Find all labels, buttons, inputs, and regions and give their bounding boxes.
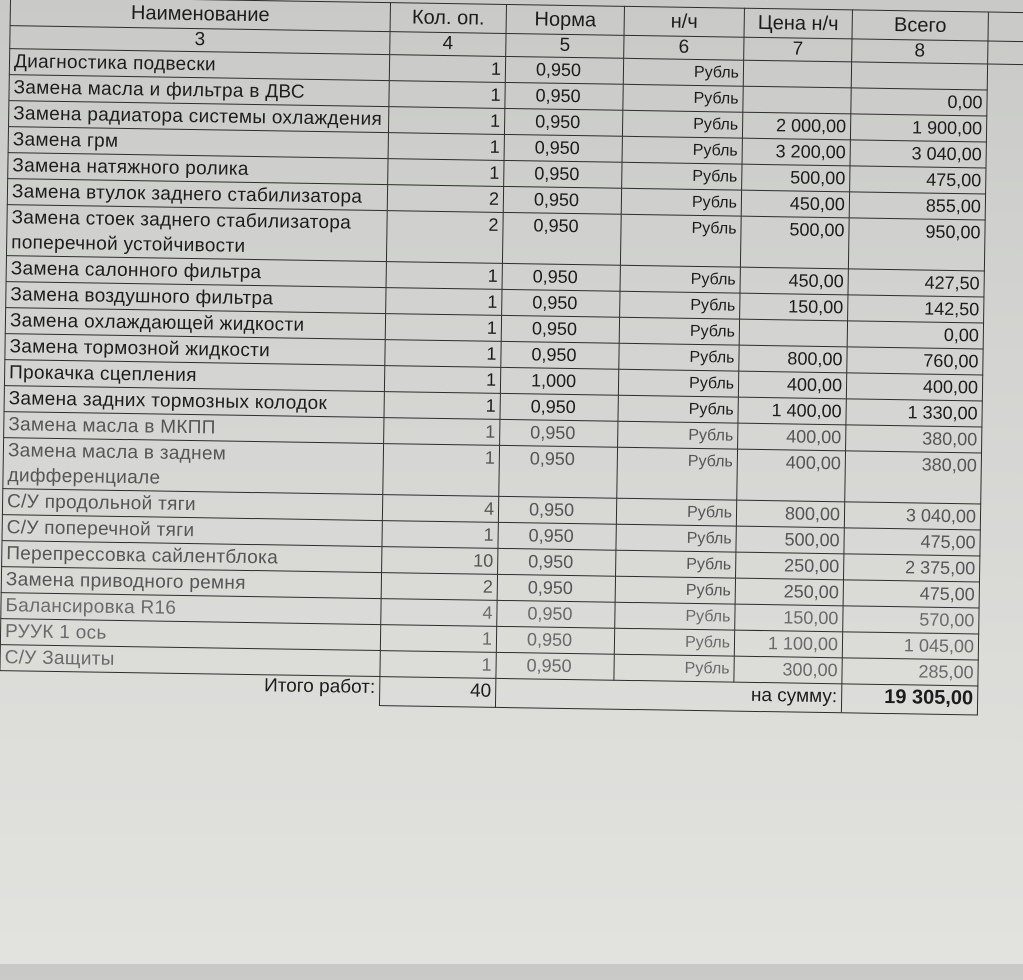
row-price: 400,00 [738, 371, 846, 399]
header-col-number: 6 [624, 35, 744, 60]
row-qty: 4 [382, 495, 498, 523]
row-qty: 1 [384, 418, 500, 446]
row-total: 855,00 [849, 192, 985, 220]
row-unit: Рубль [614, 654, 734, 682]
row-total: 380,00 [845, 451, 982, 504]
row-price: 250,00 [735, 578, 843, 606]
row-price: 400,00 [737, 449, 846, 502]
row-norm: 0,950 [502, 263, 620, 291]
row-qty: 1 [380, 625, 496, 653]
header-norm: Норма [506, 4, 624, 35]
row-norm: 0,950 [501, 341, 619, 369]
row-name: Диагностика подвески [9, 49, 389, 81]
row-norm: 0,950 [496, 652, 614, 680]
row-qty: 10 [382, 547, 498, 575]
row-total: 3 040,00 [844, 502, 980, 530]
row-unit: Рубль [620, 265, 740, 293]
row-qty: 1 [389, 81, 505, 109]
row-price: 800,00 [739, 345, 847, 373]
row-unit: Рубль [621, 188, 741, 216]
header-col-number: 7 [744, 37, 852, 62]
row-total: 2 375,00 [843, 554, 979, 582]
row-name: Балансировка R16 [1, 593, 381, 625]
row-qty: 2 [381, 573, 497, 601]
row-name: Замена грм [8, 127, 388, 159]
row-price: 500,00 [742, 164, 850, 192]
row-norm: 0,950 [504, 108, 622, 136]
row-name: Замена масла в заднем дифференциале [3, 438, 384, 495]
row-total: 400,00 [846, 373, 982, 401]
header-qty: Кол. оп. [390, 3, 506, 34]
row-unit: Рубль [620, 214, 741, 267]
row-unit: Рубль [619, 343, 739, 371]
header-extra [988, 12, 1023, 42]
row-total [851, 62, 987, 90]
row-price: 450,00 [741, 190, 849, 218]
total-qty: 40 [379, 677, 495, 708]
row-total: 380,00 [846, 425, 982, 453]
row-price [743, 60, 851, 88]
sum-label: на сумму: [495, 678, 841, 712]
row-price: 300,00 [734, 656, 842, 684]
row-unit: Рубль [622, 136, 742, 164]
row-qty: 1 [384, 392, 500, 420]
row-total: 950,00 [848, 218, 985, 271]
row-qty: 1 [380, 651, 496, 679]
row-unit: Рубль [615, 602, 735, 630]
row-name: Замена охлаждающей жидкости [5, 308, 385, 340]
row-qty: 1 [384, 366, 500, 394]
row-name: Замена радиатора системы охлаждения [9, 101, 389, 133]
row-qty: 1 [386, 288, 502, 316]
row-total: 285,00 [842, 658, 978, 686]
row-name: Замена масла в МКПП [4, 412, 384, 444]
row-qty: 2 [386, 211, 503, 264]
row-total: 0,00 [847, 321, 983, 349]
row-unit: Рубль [622, 110, 742, 138]
row-unit: Рубль [616, 524, 736, 552]
row-qty: 1 [388, 159, 504, 187]
row-price: 250,00 [736, 552, 844, 580]
header-col-number: 8 [852, 39, 988, 64]
row-norm: 0,950 [496, 626, 614, 654]
row-price: 450,00 [740, 267, 848, 295]
row-name: Замена приводного ремня [1, 567, 381, 599]
row-name: С/У поперечной тяги [2, 515, 382, 547]
row-qty: 1 [388, 107, 504, 135]
row-unit: Рубль [618, 421, 738, 449]
row-unit: Рубль [618, 369, 738, 397]
row-qty: 4 [381, 599, 497, 627]
sum-value: 19 305,00 [841, 684, 977, 715]
row-total: 1 330,00 [846, 399, 982, 427]
row-unit: Рубль [623, 58, 743, 86]
row-name: Замена масла и фильтра в ДВС [9, 75, 389, 107]
row-norm: 0,950 [503, 186, 621, 214]
row-norm: 0,950 [498, 522, 616, 550]
row-name: Замена стоек заднего стабилизатора поперечной устойчивости [6, 205, 387, 262]
row-norm: 0,950 [497, 600, 615, 628]
row-total: 475,00 [850, 166, 986, 194]
row-price: 800,00 [736, 500, 844, 528]
row-total: 760,00 [847, 347, 983, 375]
row-price [739, 319, 847, 347]
row-qty: 1 [383, 444, 500, 497]
row-qty: 1 [385, 314, 501, 342]
row-name: Замена втулок заднего стабилизатора [7, 179, 387, 211]
row-norm: 0,950 [500, 393, 618, 421]
row-name: РУУК 1 ось [0, 619, 380, 651]
header-name: Наименование [10, 0, 390, 32]
row-price: 1 100,00 [734, 630, 842, 658]
row-norm: 0,950 [499, 445, 618, 498]
row-total: 475,00 [844, 528, 980, 556]
row-price: 500,00 [740, 216, 849, 269]
table-body [0, 49, 1023, 687]
row-unit: Рубль [615, 576, 735, 604]
row-name: Замена тормозной жидкости [5, 334, 385, 366]
row-norm: 0,950 [501, 315, 619, 343]
row-price: 150,00 [735, 604, 843, 632]
row-norm: 1,000 [500, 367, 618, 395]
row-name: Прокачка сцепления [4, 360, 384, 392]
row-unit: Рубль [618, 395, 738, 423]
header-col-number: 5 [506, 33, 624, 58]
header-unit: н/ч [624, 6, 744, 37]
total-label: Итого работ: [263, 675, 376, 698]
row-total: 1 045,00 [842, 632, 978, 660]
row-norm: 0,950 [498, 548, 616, 576]
row-qty: 1 [388, 133, 504, 161]
row-unit: Рубль [622, 162, 742, 190]
row-qty: 1 [389, 55, 505, 83]
row-name: Замена воздушного фильтра [6, 282, 386, 314]
row-name: Замена натяжного ролика [8, 153, 388, 185]
row-name: Перепрессовка сайлентблока [2, 541, 382, 573]
row-total: 3 040,00 [850, 140, 986, 168]
row-norm: 0,950 [497, 574, 615, 602]
header-total: Всего [852, 10, 988, 41]
header-col-number: 4 [390, 32, 506, 57]
row-unit: Рубль [616, 550, 736, 578]
row-unit: Рубль [614, 628, 734, 656]
row-price: 400,00 [738, 423, 846, 451]
row-total: 0,00 [851, 88, 987, 116]
row-qty: 1 [385, 340, 501, 368]
row-qty: 1 [382, 521, 498, 549]
header-col-extra [988, 41, 1023, 65]
row-norm: 0,950 [505, 56, 623, 84]
row-name: С/У Защиты [0, 645, 380, 677]
row-unit: Рубль [619, 317, 739, 345]
row-unit: Рубль [620, 291, 740, 319]
row-name: Замена салонного фильтра [6, 256, 386, 288]
row-price: 150,00 [740, 293, 848, 321]
row-name: С/У продольной тяги [2, 489, 382, 521]
row-norm: 0,950 [502, 212, 621, 265]
row-price: 500,00 [736, 526, 844, 554]
row-price [743, 86, 851, 114]
header-price: Цена н/ч [744, 8, 852, 39]
row-unit: Рубль [617, 447, 738, 500]
row-total: 427,50 [848, 269, 984, 297]
row-norm: 0,950 [504, 160, 622, 188]
row-total: 1 900,00 [850, 114, 986, 142]
row-total: 570,00 [843, 606, 979, 634]
row-total: 142,50 [848, 295, 984, 323]
row-norm: 0,950 [505, 82, 623, 110]
row-price: 2 000,00 [742, 112, 850, 140]
row-norm: 0,950 [502, 289, 620, 317]
row-unit: Рубль [623, 84, 743, 112]
row-qty: 1 [386, 262, 502, 290]
header-col-number: 3 [10, 26, 390, 55]
row-total: 475,00 [843, 580, 979, 608]
row-price: 3 200,00 [742, 138, 850, 166]
row-unit: Рубль [616, 498, 736, 526]
row-norm: 0,950 [498, 496, 616, 524]
row-qty: 2 [387, 185, 503, 213]
row-norm: 0,950 [500, 419, 618, 447]
row-norm: 0,950 [504, 134, 622, 162]
row-name: Замена задних тормозных колодок [4, 386, 384, 418]
row-price: 1 400,00 [738, 397, 846, 425]
